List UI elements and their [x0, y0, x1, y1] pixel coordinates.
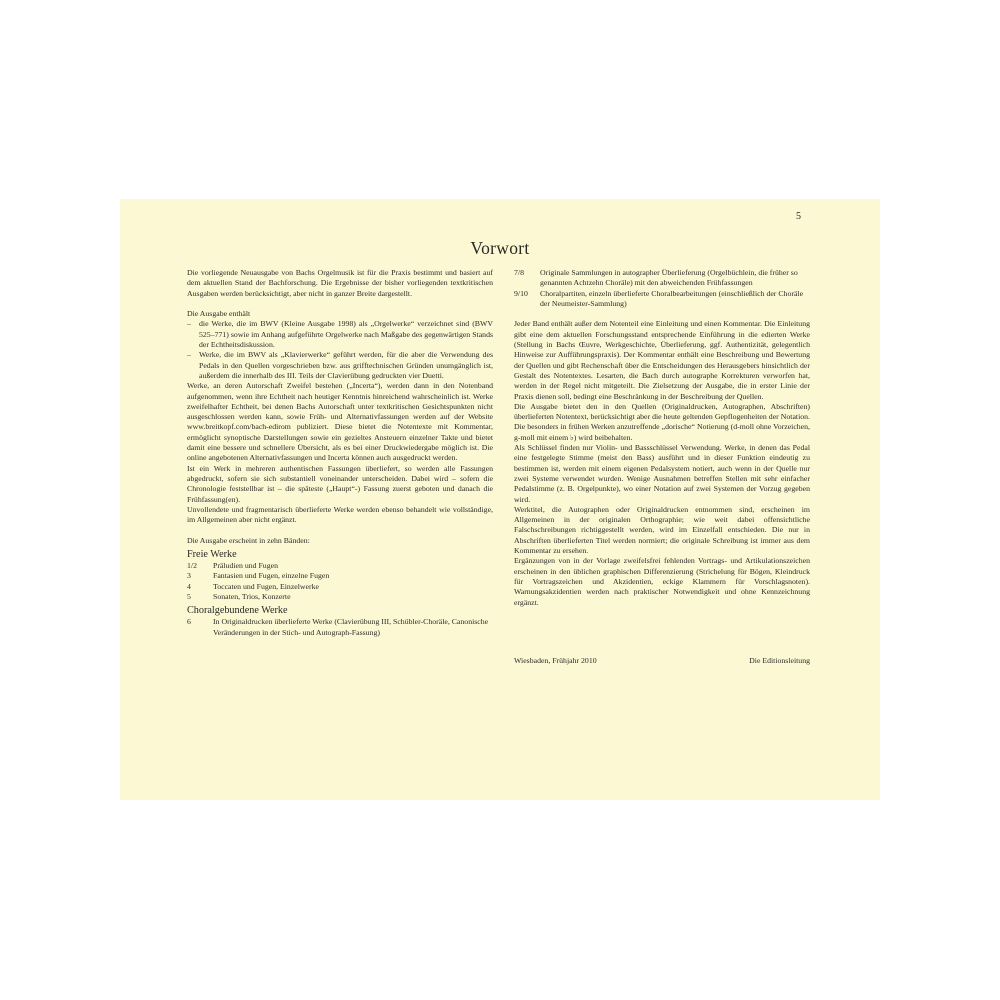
- volume-number: 5: [187, 591, 191, 601]
- list-item: – Werke, die im BWV als „Klavierwerke“ geführt werden, für die aber die Verwendung des Pedals in den Quellen vorgeschrieben bzw. aus grifftechnischen Gründen unumgänglich ist, außerdem die innerhalb des III. Teils der Clavierübung gedruckten vier Duetti.: [187, 350, 493, 380]
- place-date: Wiesbaden, Frühjahr 2010: [514, 655, 597, 665]
- fragments-paragraph: Unvollendete und fragmentarisch überlieferte Werke werden ebenso behandelt wie vollständige, im Allgemeinen aber nicht ergänzt.: [187, 504, 493, 525]
- volume-label: Originale Sammlungen in autographer Überlieferung (Orgelbüchlein, die früher so genannten Achtzehn Choräle) mit den abweichenden Frühfassungen: [540, 268, 798, 288]
- list-item: [187, 592, 493, 602]
- volume-number: 9/10: [514, 288, 528, 298]
- list-item: [514, 289, 810, 310]
- signature-line: [514, 656, 810, 666]
- dash-item-text: Werke, die im BWV als „Klavierwerke“ geführt werden, für die aber die Verwendung des Pedals in den Quellen vorgeschrieben bzw. aus grifftechnischen Gründen unumgänglich ist, außerdem die innerhalb des III. Teils der Clavierübung gedruckten vier Duetti.: [199, 350, 493, 380]
- left-column: [187, 268, 493, 638]
- list-item: [187, 571, 493, 581]
- volume-number: 1/2: [187, 561, 197, 571]
- volume-label: Sonaten, Trios, Konzerte: [213, 591, 291, 601]
- incerta-paragraph: Werke, an deren Autorschaft Zweifel bestehen („Incerta“), werden dann in den Notenband aufgenommen, wenn ihre Echtheit nach heutiger Kenntnis hinreichend wahrscheinlich ist. Werke zweifelhafter Echtheit, bei denen Bachs Autorschaft unter textkritischen Gesichtspunkten nicht ausgeschlossen werden kann, sowie Früh- und Alternativfassungen werden auf der Website www.breitkopf.com/bach-edirom publiziert. Diese bietet die Notentexte mit Kommentar, ermöglicht synoptische Darstellungen sowie ein gezieltes Ansteuern einzelner Takte und bietet damit eine bessere und schnellere Übersicht, als es bei einer Druckwiedergabe möglich ist. Die online angebotenen Alternativfassungen und Incerta können auch ausgedruckt werden.: [187, 381, 493, 463]
- volume-number: 3: [187, 571, 191, 581]
- volume-label: In Originaldrucken überlieferte Werke (Clavierübung III, Schübler-Choräle, Canonische Veränderungen in der Stich- und Autograph-Fassung): [213, 617, 489, 637]
- volume-number: 4: [187, 581, 191, 591]
- chorale-works-heading: Choralgebundene Werke: [187, 605, 288, 617]
- volume-label: Präludien und Fugen: [213, 561, 278, 571]
- list-item: – die Werke, die im BWV (Kleine Ausgabe 1998) als „Orgelwerke“ verzeichnet sind (BWV 525–771) sowie im Anhang aufgeführte Orgelwerke nach Maßgabe des gegenwärtigen Stands der Echtheitsdiskussion.: [187, 319, 493, 350]
- list-item: [187, 561, 493, 571]
- dash-item-text: die Werke, die im BWV (Kleine Ausgabe 1998) als „Orgelwerke“ verzeichnet sind (BWV 525–771) sowie im Anhang aufgeführte Orgelwerke nach Maßgabe des gegenwärtigen Stands der Echtheitsdiskussion.: [199, 319, 493, 350]
- right-column: [514, 268, 810, 666]
- volume-number: 7/8: [514, 268, 524, 277]
- page-title: Vorwort: [470, 238, 530, 258]
- body-paragraph: Ergänzungen von in der Vorlage zweifelsfrei fehlenden Vortrags- und Artikulationszeichen erscheinen in den üblichen graphischen Differenzierung (Strichelung für Bögen, Kleindruck für Vortragszeichen und Akzidentien, eckige Klammern für Vorschlagsnoten). Warnungsakzidentien werden nach praktischer Notwendigkeit und ohne Kennzeichnung ergänzt.: [514, 556, 810, 607]
- body-paragraph: Die Ausgabe bietet den in den Quellen (Originaldrucken, Autographen, Abschriften) überlieferten Notentext, berücksichtigt aber die heute geltenden Gepflogenheiten der Notation. Die besonders in frühen Werken anzutreffende „dorische“ Notierung (d-moll ohne Vorzeichen, g-moll mit einem ♭) wird beibehalten.: [514, 401, 810, 442]
- volume-label: Fantasien und Fugen, einzelne Fugen: [213, 571, 330, 581]
- volume-label: Choralpartiten, einzeln überlieferte Choralbearbeitungen (einschließlich der Choräle der Neumeister-Sammlung): [540, 288, 804, 308]
- body-paragraph: Jeder Band enthält außer dem Notenteil eine Einleitung und einen Kommentar. Die Einleitung gibt eine dem aktuellen Forschungsstand entsprechende Einführung in die edierten Werke (Stellung in Bachs Œuvre, Werkgeschichte, Überlieferung, ggf. Authentizität, gelegentlich Hinweise zur Aufführungspraxis). Der Kommentar enthält eine Beschreibung und Bewertung der Quellen und gibt Rechenschaft über die Entscheidungen des Herausgebers hinsichtlich der Gestalt des Notentextes. Lesarten, die Bach durch autographe Korrekturen verworfen hat, werden in der Regel nicht mitgeteilt. Die Zielsetzung der Ausgabe, die in erster Linie der Praxis dienen soll, bedingt eine Beschränkung in der Beschreibung der Quellen.: [514, 319, 810, 401]
- signature: Die Editionsleitung: [749, 655, 810, 665]
- contents-lead: Die Ausgabe enthält: [187, 309, 251, 319]
- volume-label: Toccaten und Fugen, Einzelwerke: [213, 581, 319, 591]
- body-paragraph: Als Schlüssel finden nur Violin- und Bassschlüssel Verwendung. Werke, in denen das Pedal eine festgelegte Stimme (meist den Bass) ausführt und in dieser Funktion eindeutig zu bestimmen ist, werden mit einem eigenen Pedalsystem notiert, auch wenn in der Quelle nur zwei Systeme verwendet wurden. Wenige Ausnahmen betreffen Stellen mit sehr einfacher Pedalstimme (z. B. Orgelpunkte), wo einer Notation auf zwei Systemen der Vorzug gegeben wird.: [514, 443, 810, 504]
- list-item: [187, 617, 493, 638]
- versions-paragraph: Ist ein Werk in mehreren authentischen Fassungen überliefert, so werden alle Fassungen abgedruckt, sofern sie sich substantiell voneinander unterscheiden. Dabei wird – sofern die Chronologie feststellbar ist – die späteste („Haupt“-) Fassung zuerst geboten und danach die Frühfassung(en).: [187, 463, 493, 504]
- volume-number: 6: [187, 617, 191, 627]
- free-works-heading: Freie Werke: [187, 549, 237, 561]
- volumes-lead: Die Ausgabe erscheint in zehn Bänden:: [187, 535, 310, 545]
- page-number: 5: [796, 211, 801, 222]
- body-paragraph: Werktitel, die Autographen oder Originaldrucken entnommen sind, erscheinen im Allgemeinen in der originalen Orthographie; wie weit dabei offensichtliche Falschschreibungen richtiggestellt werden, wird im Einzelfall entschieden. Die nur in Abschriften überlieferten Titel werden normiert; die originale Schreibung ist immer aus dem Kommentar zu ersehen.: [514, 504, 810, 556]
- list-item: [514, 268, 810, 289]
- list-item: [187, 582, 493, 592]
- intro-paragraph: Die vorliegende Neuausgabe von Bachs Orgelmusik ist für die Praxis bestimmt und basiert auf dem aktuellen Stand der Bachforschung. Die Ergebnisse der bisher vorliegenden textkritischen Ausgaben werden berücksichtigt, aber nicht in ganzer Breite dargestellt.: [187, 268, 493, 298]
